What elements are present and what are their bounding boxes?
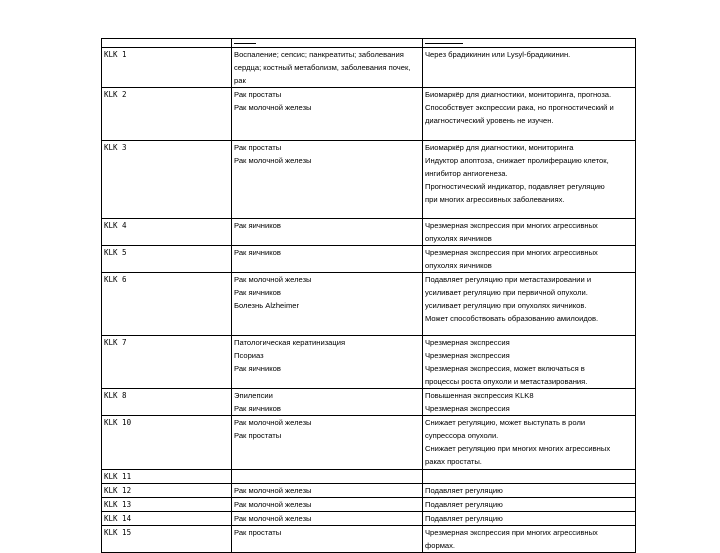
cell-role-line: Снижает регуляцию, может выступать в роли bbox=[425, 418, 586, 427]
table-row bbox=[102, 470, 636, 484]
cell-role-line: Индуктор апоптоза, снижает пролиферацию клеток, bbox=[425, 156, 609, 165]
header-cell-role bbox=[423, 39, 636, 48]
table-row bbox=[102, 389, 636, 416]
kallikrein-name: KLK 2 bbox=[104, 90, 127, 99]
cell-role bbox=[423, 336, 636, 389]
cell-disease-line: Патологическая кератинизация bbox=[234, 338, 346, 347]
cell-role-line: Снижает регуляцию при многих многих агрессивных bbox=[425, 444, 611, 453]
cell-role-line: Биомаркёр для диагностики, мониторинга bbox=[425, 143, 574, 152]
cell-disease-line: Рак яичников bbox=[234, 364, 281, 373]
table-row bbox=[102, 48, 636, 88]
cell-role-line: Подавляет регуляцию при метастазировании и bbox=[425, 275, 592, 284]
cell-role-line: опухолях яичников bbox=[425, 261, 492, 270]
cell-name bbox=[102, 498, 232, 512]
cell-role bbox=[423, 526, 636, 553]
cell-name bbox=[102, 246, 232, 273]
kallikrein-table bbox=[101, 38, 636, 553]
cell-role-line: при многих агрессивных заболеваниях. bbox=[425, 195, 565, 204]
kallikrein-name: KLK 5 bbox=[104, 248, 127, 257]
table-row bbox=[102, 88, 636, 141]
cell-role bbox=[423, 484, 636, 498]
kallikrein-name: KLK 6 bbox=[104, 275, 127, 284]
cell-disease-line: Рак яичников bbox=[234, 288, 281, 297]
cell-role-line: диагностический уровень не изучен. bbox=[425, 116, 554, 125]
cell-role-line: Повышенная экспрессия KLK8 bbox=[425, 391, 534, 400]
cell-role-line: Способствует экспрессии рака, но прогностический и bbox=[425, 103, 614, 112]
cell-role-line: процессы роста опухоли и метастазирования. bbox=[425, 377, 588, 386]
cell-disease-line: Рак молочной железы bbox=[234, 156, 312, 165]
kallikrein-name: KLK 3 bbox=[104, 143, 127, 152]
table-row bbox=[102, 336, 636, 389]
cell-role-line: Чрезмерная экспрессия bbox=[425, 351, 510, 360]
cell-role bbox=[423, 470, 636, 484]
cell-disease-line: Болезнь Alzheimer bbox=[234, 301, 300, 310]
cell-name bbox=[102, 526, 232, 553]
kallikrein-name: KLK 1 bbox=[104, 50, 127, 59]
cell-disease-line: Рак простаты bbox=[234, 90, 282, 99]
table-row bbox=[102, 416, 636, 470]
table-row bbox=[102, 512, 636, 526]
cell-disease bbox=[232, 141, 423, 219]
cell-disease bbox=[232, 88, 423, 141]
header-label-role bbox=[425, 43, 463, 44]
cell-disease-line: Рак простаты bbox=[234, 528, 282, 537]
cell-name bbox=[102, 273, 232, 336]
table-row bbox=[102, 526, 636, 553]
cell-role bbox=[423, 48, 636, 88]
table-row bbox=[102, 141, 636, 219]
cell-disease-line: Рак молочной железы bbox=[234, 514, 312, 523]
kallikrein-name: KLK 15 bbox=[104, 528, 132, 537]
cell-role-line: раках простаты. bbox=[425, 457, 482, 466]
cell-role-line: Подавляет регуляцию bbox=[425, 514, 503, 523]
cell-name bbox=[102, 389, 232, 416]
cell-role-line: формах. bbox=[425, 541, 456, 550]
cell-role bbox=[423, 141, 636, 219]
table-row bbox=[102, 219, 636, 246]
cell-role-line: Чрезмерная экспрессия при многих агрессивных bbox=[425, 248, 598, 257]
kallikrein-name: KLK 7 bbox=[104, 338, 127, 347]
cell-name bbox=[102, 219, 232, 246]
cell-name bbox=[102, 470, 232, 484]
cell-role-line: Подавляет регуляцию bbox=[425, 500, 503, 509]
cell-disease-line: Рак молочной железы bbox=[234, 418, 312, 427]
cell-role bbox=[423, 389, 636, 416]
cell-disease-line: Рак простаты bbox=[234, 143, 282, 152]
cell-role-line: Через брадикинин или Lysyl-брадикинин. bbox=[425, 50, 571, 59]
cell-disease-line: Рак молочной железы bbox=[234, 275, 312, 284]
cell-name bbox=[102, 48, 232, 88]
kallikrein-name: KLK 14 bbox=[104, 514, 132, 523]
cell-disease-line: Эпилепсии bbox=[234, 391, 273, 400]
cell-disease-line: Рак яичников bbox=[234, 221, 281, 230]
kallikrein-name: KLK 8 bbox=[104, 391, 127, 400]
cell-role-line: усиливает регуляцию при первичной опухоли. bbox=[425, 288, 588, 297]
cell-role-line: Чрезмерная экспрессия при многих агрессивных bbox=[425, 528, 598, 537]
kallikrein-name: KLK 13 bbox=[104, 500, 132, 509]
cell-disease-line: Воспаление; сепсис; панкреатиты; заболевания сердца; костный метаболизм, заболевания почек, рак bbox=[234, 50, 411, 85]
cell-role-line: Прогностический индикатор, подавляет регуляцию bbox=[425, 182, 605, 191]
cell-role-line: Чрезмерная экспрессия bbox=[425, 338, 510, 347]
cell-role bbox=[423, 88, 636, 141]
table-row bbox=[102, 498, 636, 512]
cell-disease bbox=[232, 512, 423, 526]
cell-name bbox=[102, 512, 232, 526]
table-row bbox=[102, 484, 636, 498]
kallikrein-name: KLK 4 bbox=[104, 221, 127, 230]
cell-role-line: опухолях яичников bbox=[425, 234, 492, 243]
cell-name bbox=[102, 416, 232, 470]
header-cell-disease bbox=[232, 39, 423, 48]
cell-role bbox=[423, 416, 636, 470]
cell-disease bbox=[232, 389, 423, 416]
cell-disease bbox=[232, 416, 423, 470]
cell-disease-line: Псориаз bbox=[234, 351, 264, 360]
cell-disease-line: Рак яичников bbox=[234, 248, 281, 257]
cell-disease bbox=[232, 484, 423, 498]
cell-disease bbox=[232, 219, 423, 246]
cell-disease-line: Рак молочной железы bbox=[234, 500, 312, 509]
cell-disease-line: Рак простаты bbox=[234, 431, 282, 440]
cell-name bbox=[102, 336, 232, 389]
cell-name bbox=[102, 88, 232, 141]
cell-disease bbox=[232, 470, 423, 484]
cell-role bbox=[423, 246, 636, 273]
header-cell-name bbox=[102, 39, 232, 48]
table-header-row bbox=[102, 39, 636, 48]
cell-name bbox=[102, 484, 232, 498]
cell-role-line: Биомаркёр для диагностики, мониторинга, прогноза. bbox=[425, 90, 612, 99]
cell-disease-line: Рак яичников bbox=[234, 404, 281, 413]
cell-role bbox=[423, 512, 636, 526]
cell-disease bbox=[232, 498, 423, 512]
cell-role bbox=[423, 273, 636, 336]
cell-role-line: Чрезмерная экспрессия при многих агрессивных bbox=[425, 221, 598, 230]
cell-role bbox=[423, 219, 636, 246]
cell-disease-line: Рак молочной железы bbox=[234, 103, 312, 112]
cell-disease bbox=[232, 48, 423, 88]
cell-name bbox=[102, 141, 232, 219]
kallikrein-name: KLK 11 bbox=[104, 472, 132, 481]
kallikrein-name: KLK 10 bbox=[104, 418, 132, 427]
cell-role-line: супрессора опухоли. bbox=[425, 431, 499, 440]
table-row bbox=[102, 273, 636, 336]
cell-disease-line: Рак молочной железы bbox=[234, 486, 312, 495]
cell-disease bbox=[232, 246, 423, 273]
cell-role-line: Чрезмерная экспрессия, может включаться в bbox=[425, 364, 585, 373]
cell-role-line: ингибитор ангиогенеза. bbox=[425, 169, 508, 178]
cell-role-line: усиливает регуляцию при опухолях яичников. bbox=[425, 301, 587, 310]
cell-role-line: Может способствовать образованию амилоидов. bbox=[425, 314, 599, 323]
cell-disease bbox=[232, 273, 423, 336]
cell-disease bbox=[232, 526, 423, 553]
cell-role-line: Подавляет регуляцию bbox=[425, 486, 503, 495]
table-row bbox=[102, 246, 636, 273]
cell-disease bbox=[232, 336, 423, 389]
cell-role bbox=[423, 498, 636, 512]
header-label-disease bbox=[234, 43, 256, 44]
cell-role-line: Чрезмерная экспрессия bbox=[425, 404, 510, 413]
kallikrein-name: KLK 12 bbox=[104, 486, 132, 495]
